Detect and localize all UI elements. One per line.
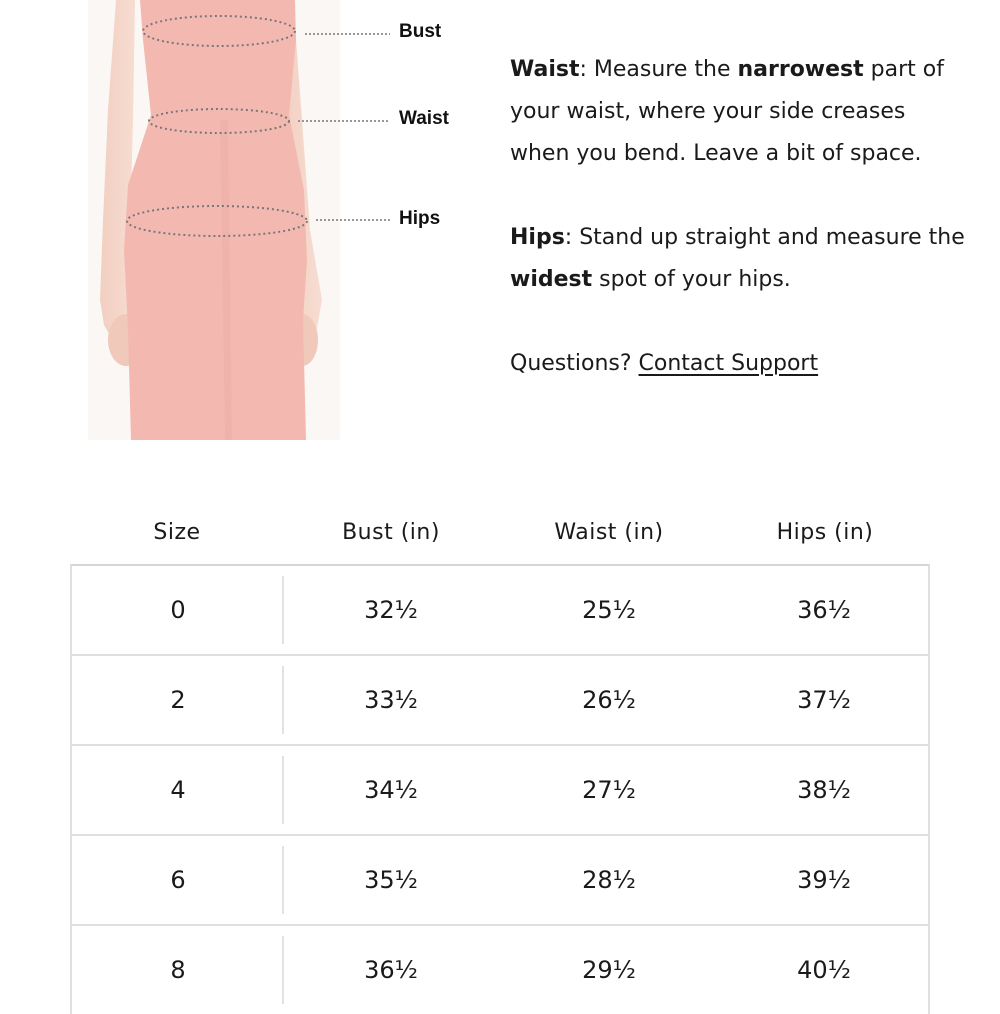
bust-cell: 36½: [284, 924, 498, 1014]
hips-text-2: spot of your hips.: [592, 267, 791, 292]
waist-instruction: [510, 49, 970, 175]
waist-cell: 29½: [498, 924, 720, 1014]
table-row: [70, 924, 930, 1014]
bust-cell: 35½: [284, 834, 498, 924]
size-chart-table: [70, 510, 930, 1014]
hips-text-1: : Stand up straight and measure the: [564, 225, 965, 250]
hips-cell: 36½: [720, 564, 930, 654]
hips-emphasis: widest: [510, 267, 593, 292]
header-size: Size: [153, 519, 201, 545]
table-row: [70, 834, 930, 924]
waist-text-1: : Measure the: [579, 57, 738, 82]
hips-instruction: [510, 217, 970, 301]
header-waist: Waist (in): [554, 519, 664, 545]
hips-cell: 40½: [720, 924, 930, 1014]
size-cell: 0: [70, 564, 284, 654]
hips-callout: Hips: [399, 208, 441, 229]
hips-term: Hips: [510, 225, 565, 250]
bust-cell: 33½: [284, 654, 498, 744]
contact-support-link[interactable]: Contact Support: [638, 351, 819, 376]
bust-cell: 32½: [284, 564, 498, 654]
table-row: [70, 654, 930, 744]
size-cell: 2: [70, 654, 284, 744]
waist-term: Waist: [510, 57, 580, 82]
table-header-row: [70, 510, 930, 564]
table-row: [70, 564, 930, 654]
waist-callout: Waist: [399, 108, 449, 129]
size-cell: 6: [70, 834, 284, 924]
waist-cell: 27½: [498, 744, 720, 834]
table-row: [70, 744, 930, 834]
questions-text: Questions?: [510, 351, 639, 376]
bust-cell: 34½: [284, 744, 498, 834]
bust-callout: Bust: [399, 21, 442, 42]
dress-shape: [124, 0, 307, 440]
size-cell: 8: [70, 924, 284, 1014]
hips-cell: 39½: [720, 834, 930, 924]
waist-text-2: part of your waist, where your side creases when you bend. Leave a bit of space.: [510, 57, 944, 166]
measurement-figure: [0, 0, 480, 445]
hips-cell: 38½: [720, 744, 930, 834]
waist-cell: 25½: [498, 564, 720, 654]
measurement-instructions: [510, 49, 970, 385]
questions-line: [510, 343, 970, 385]
hips-cell: 37½: [720, 654, 930, 744]
size-cell: 4: [70, 744, 284, 834]
waist-cell: 26½: [498, 654, 720, 744]
header-hips: Hips (in): [776, 519, 874, 545]
waist-emphasis: narrowest: [737, 57, 864, 82]
waist-cell: 28½: [498, 834, 720, 924]
header-bust: Bust (in): [342, 519, 440, 545]
